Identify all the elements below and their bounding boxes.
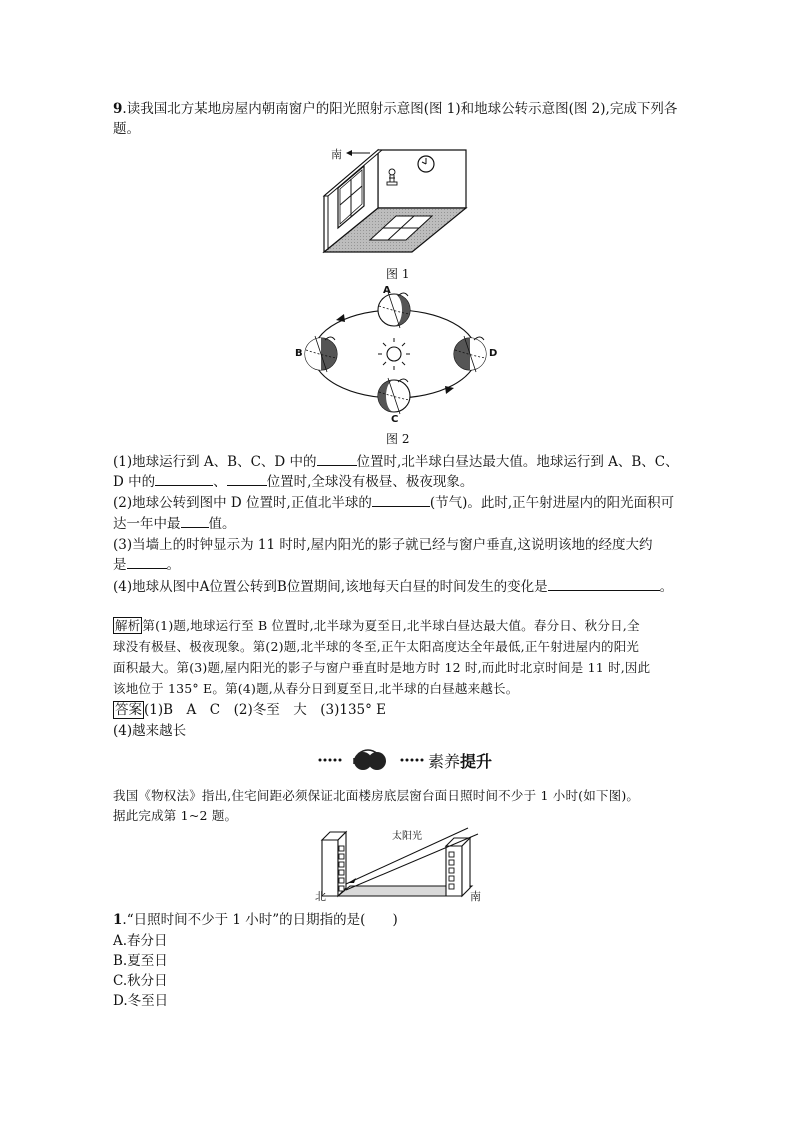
answer-blank[interactable] [372, 493, 430, 507]
orbit-label-a: A [383, 285, 391, 296]
q1-option-b[interactable]: B.夏至日 [113, 953, 168, 969]
sub-question-1-line1: (1)地球运行到 A、B、C、D 中的 位置时,北半球白昼达最大值。地球运行到 A、B、C、 [113, 454, 679, 470]
section-dots-right [400, 757, 426, 763]
section-logo-icon [348, 748, 392, 772]
analysis-line3: 面积最大。第(3)题,屋内阳光的影子与窗户垂直时是地方时 12 时,而此时北京时间是 11 时,因此 [113, 660, 651, 675]
orbit-label-d: D [489, 348, 498, 359]
q9-stem-line1: 9.读我国北方某地房屋内朝南窗户的阳光照射示意图(图 1)和地球公转示意图(图 2),完成下列各 [113, 101, 678, 117]
answer-blank[interactable] [155, 472, 213, 486]
answer-tag: 答案 [115, 702, 142, 718]
sub-question-2-line1: (2)地球公转到图中 D 位置时,正值北半球的 (节气)。此时,正午射进屋内的阳光面积可 [113, 495, 675, 511]
answer-blank[interactable] [548, 577, 660, 591]
answer-line1: 答案 (1)B A C (2)冬至 大 (3)135° E [115, 702, 387, 718]
analysis-tag: 解析 [115, 618, 141, 633]
sub-question-3-line1: (3)当墙上的时钟显示为 11 时时,屋内阳光的影子就已经与窗户垂直,这说明该地的经度大约 [113, 537, 653, 553]
section-dots-left [318, 757, 344, 763]
figure-2-caption: 图 2 [386, 432, 410, 446]
q1-option-a[interactable]: A.春分日 [113, 933, 168, 949]
analysis-line1: 解析 第(1)题,地球运行至 B 位置时,北半球为夏至日,北半球白昼达最大值。春分日、秋分日,全 [115, 618, 640, 633]
q1-option-c[interactable]: C.秋分日 [113, 973, 168, 989]
section-header [318, 748, 518, 774]
earth-c [378, 378, 410, 414]
q1-option-d[interactable]: D.冬至日 [113, 993, 169, 1009]
section-title: 素养提升 [428, 752, 493, 771]
figure-2-orbit [290, 284, 502, 424]
earth-d [454, 336, 486, 372]
figure-1-caption: 图 1 [386, 267, 410, 281]
sub-question-2-line2: 达一年中最 值。 [113, 516, 236, 532]
q1-stem: 1.“日照时间不少于 1 小时”的日期指的是( ) [113, 912, 398, 928]
sub-question-4: (4)地球从图中A位置公转到B位置期间,该地每天白昼的时间发生的变化是 。 [113, 579, 674, 595]
earth-a [378, 292, 410, 328]
orbit-label-b: B [295, 348, 303, 359]
answer-blank[interactable] [317, 452, 357, 466]
passage-line2: 据此完成第 1~2 题。 [113, 808, 238, 823]
answer-line2: (4)越来越长 [113, 723, 187, 739]
earth-b [305, 336, 337, 372]
figure-3-sunlight-label: 太阳光 [392, 831, 422, 842]
orbit-label-c: C [391, 414, 399, 425]
answer-blank[interactable] [227, 472, 267, 486]
analysis-line2: 球没有极昼、极夜现象。第(2)题,北半球的冬至,正午太阳高度达全年最低,正午射进屋内的阳光 [113, 639, 640, 654]
passage-line1: 我国《物权法》指出,住宅间距必须保证北面楼房底层窗台面日照时间不少于 1 小时(如下图)。 [113, 788, 640, 803]
sub-question-1-line2: D 中的 、 位置时,全球没有极昼、极夜现象。 [113, 474, 474, 490]
q9-stem-line2: 题。 [113, 121, 140, 137]
q9-number: 9 [113, 101, 123, 117]
figure-1-room [320, 142, 470, 258]
q1-number: 1 [113, 912, 123, 928]
figure-1-south-label: 南 [331, 148, 342, 161]
sun-icon [378, 338, 410, 370]
answer-blank[interactable] [181, 514, 209, 528]
analysis-line4: 该地位于 135° E。第(4)题,从春分日到夏至日,北半球的白昼越来越长。 [113, 681, 519, 696]
figure-3-north-label: 北 [315, 890, 326, 903]
sub-question-3-line2: 是 。 [113, 557, 180, 573]
figure-3-south-label: 南 [470, 890, 481, 903]
answer-blank[interactable] [127, 555, 167, 569]
